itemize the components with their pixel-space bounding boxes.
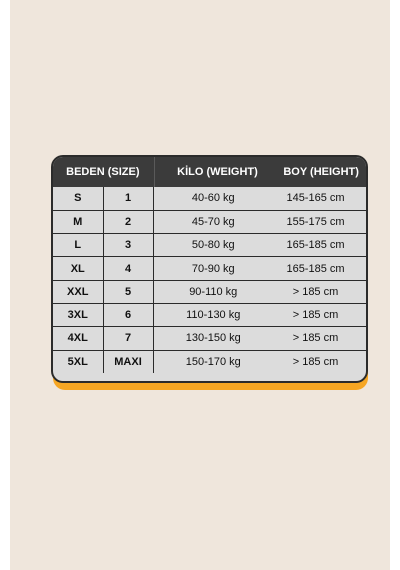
- cell-weight: 110-130 kg: [153, 303, 271, 326]
- page-background: [10, 0, 390, 570]
- cell-weight: 40-60 kg: [153, 187, 271, 210]
- header-weight: KİLO (WEIGHT): [177, 166, 258, 178]
- cell-height: 155-175 cm: [271, 210, 366, 233]
- cell-number: MAXI: [103, 350, 153, 373]
- table-row: [53, 210, 366, 233]
- table-row: [53, 303, 366, 326]
- cell-height: 145-165 cm: [271, 187, 366, 210]
- cell-size: 5XL: [53, 350, 103, 373]
- table-row: [53, 257, 366, 280]
- cell-number: 4: [103, 257, 153, 280]
- cell-size: S: [53, 187, 103, 210]
- cell-height: > 185 cm: [292, 355, 339, 368]
- table-row: [53, 234, 366, 257]
- header-height: BOY (HEIGHT): [283, 166, 359, 178]
- size-chart-header: [53, 157, 366, 187]
- table-row: [53, 327, 366, 350]
- cell-size: XL: [53, 257, 103, 280]
- cell-weight: 50-80 kg: [153, 234, 271, 257]
- cell-weight: 45-70 kg: [153, 210, 271, 233]
- cell-number: 7: [103, 327, 153, 350]
- cell-size: M: [53, 210, 103, 233]
- cell-height: > 185 cm: [271, 327, 366, 350]
- cell-weight: 70-90 kg: [153, 257, 271, 280]
- cell-number: 6: [103, 303, 153, 326]
- cell-number: 1: [103, 187, 153, 210]
- header-divider: [154, 157, 155, 187]
- cell-weight: 150-170 kg: [185, 355, 241, 368]
- cell-size: L: [53, 234, 103, 257]
- size-chart-table: [53, 187, 366, 373]
- cell-size: XXL: [53, 280, 103, 303]
- cell-height: > 185 cm: [271, 280, 366, 303]
- size-chart-card: [51, 155, 368, 383]
- cell-number: 3: [103, 234, 153, 257]
- table-row: [53, 350, 366, 373]
- cell-number: 2: [103, 210, 153, 233]
- cell-height: 165-185 cm: [271, 234, 366, 257]
- table-row: [53, 187, 366, 210]
- cell-size: 4XL: [53, 327, 103, 350]
- cell-height: 165-185 cm: [271, 257, 366, 280]
- cell-size: 3XL: [53, 303, 103, 326]
- cell-weight: 130-150 kg: [153, 327, 271, 350]
- cell-number: 5: [103, 280, 153, 303]
- cell-height: > 185 cm: [271, 303, 366, 326]
- cell-weight: 90-110 kg: [153, 280, 271, 303]
- table-row: [53, 280, 366, 303]
- header-size: BEDEN (SIZE): [66, 166, 140, 178]
